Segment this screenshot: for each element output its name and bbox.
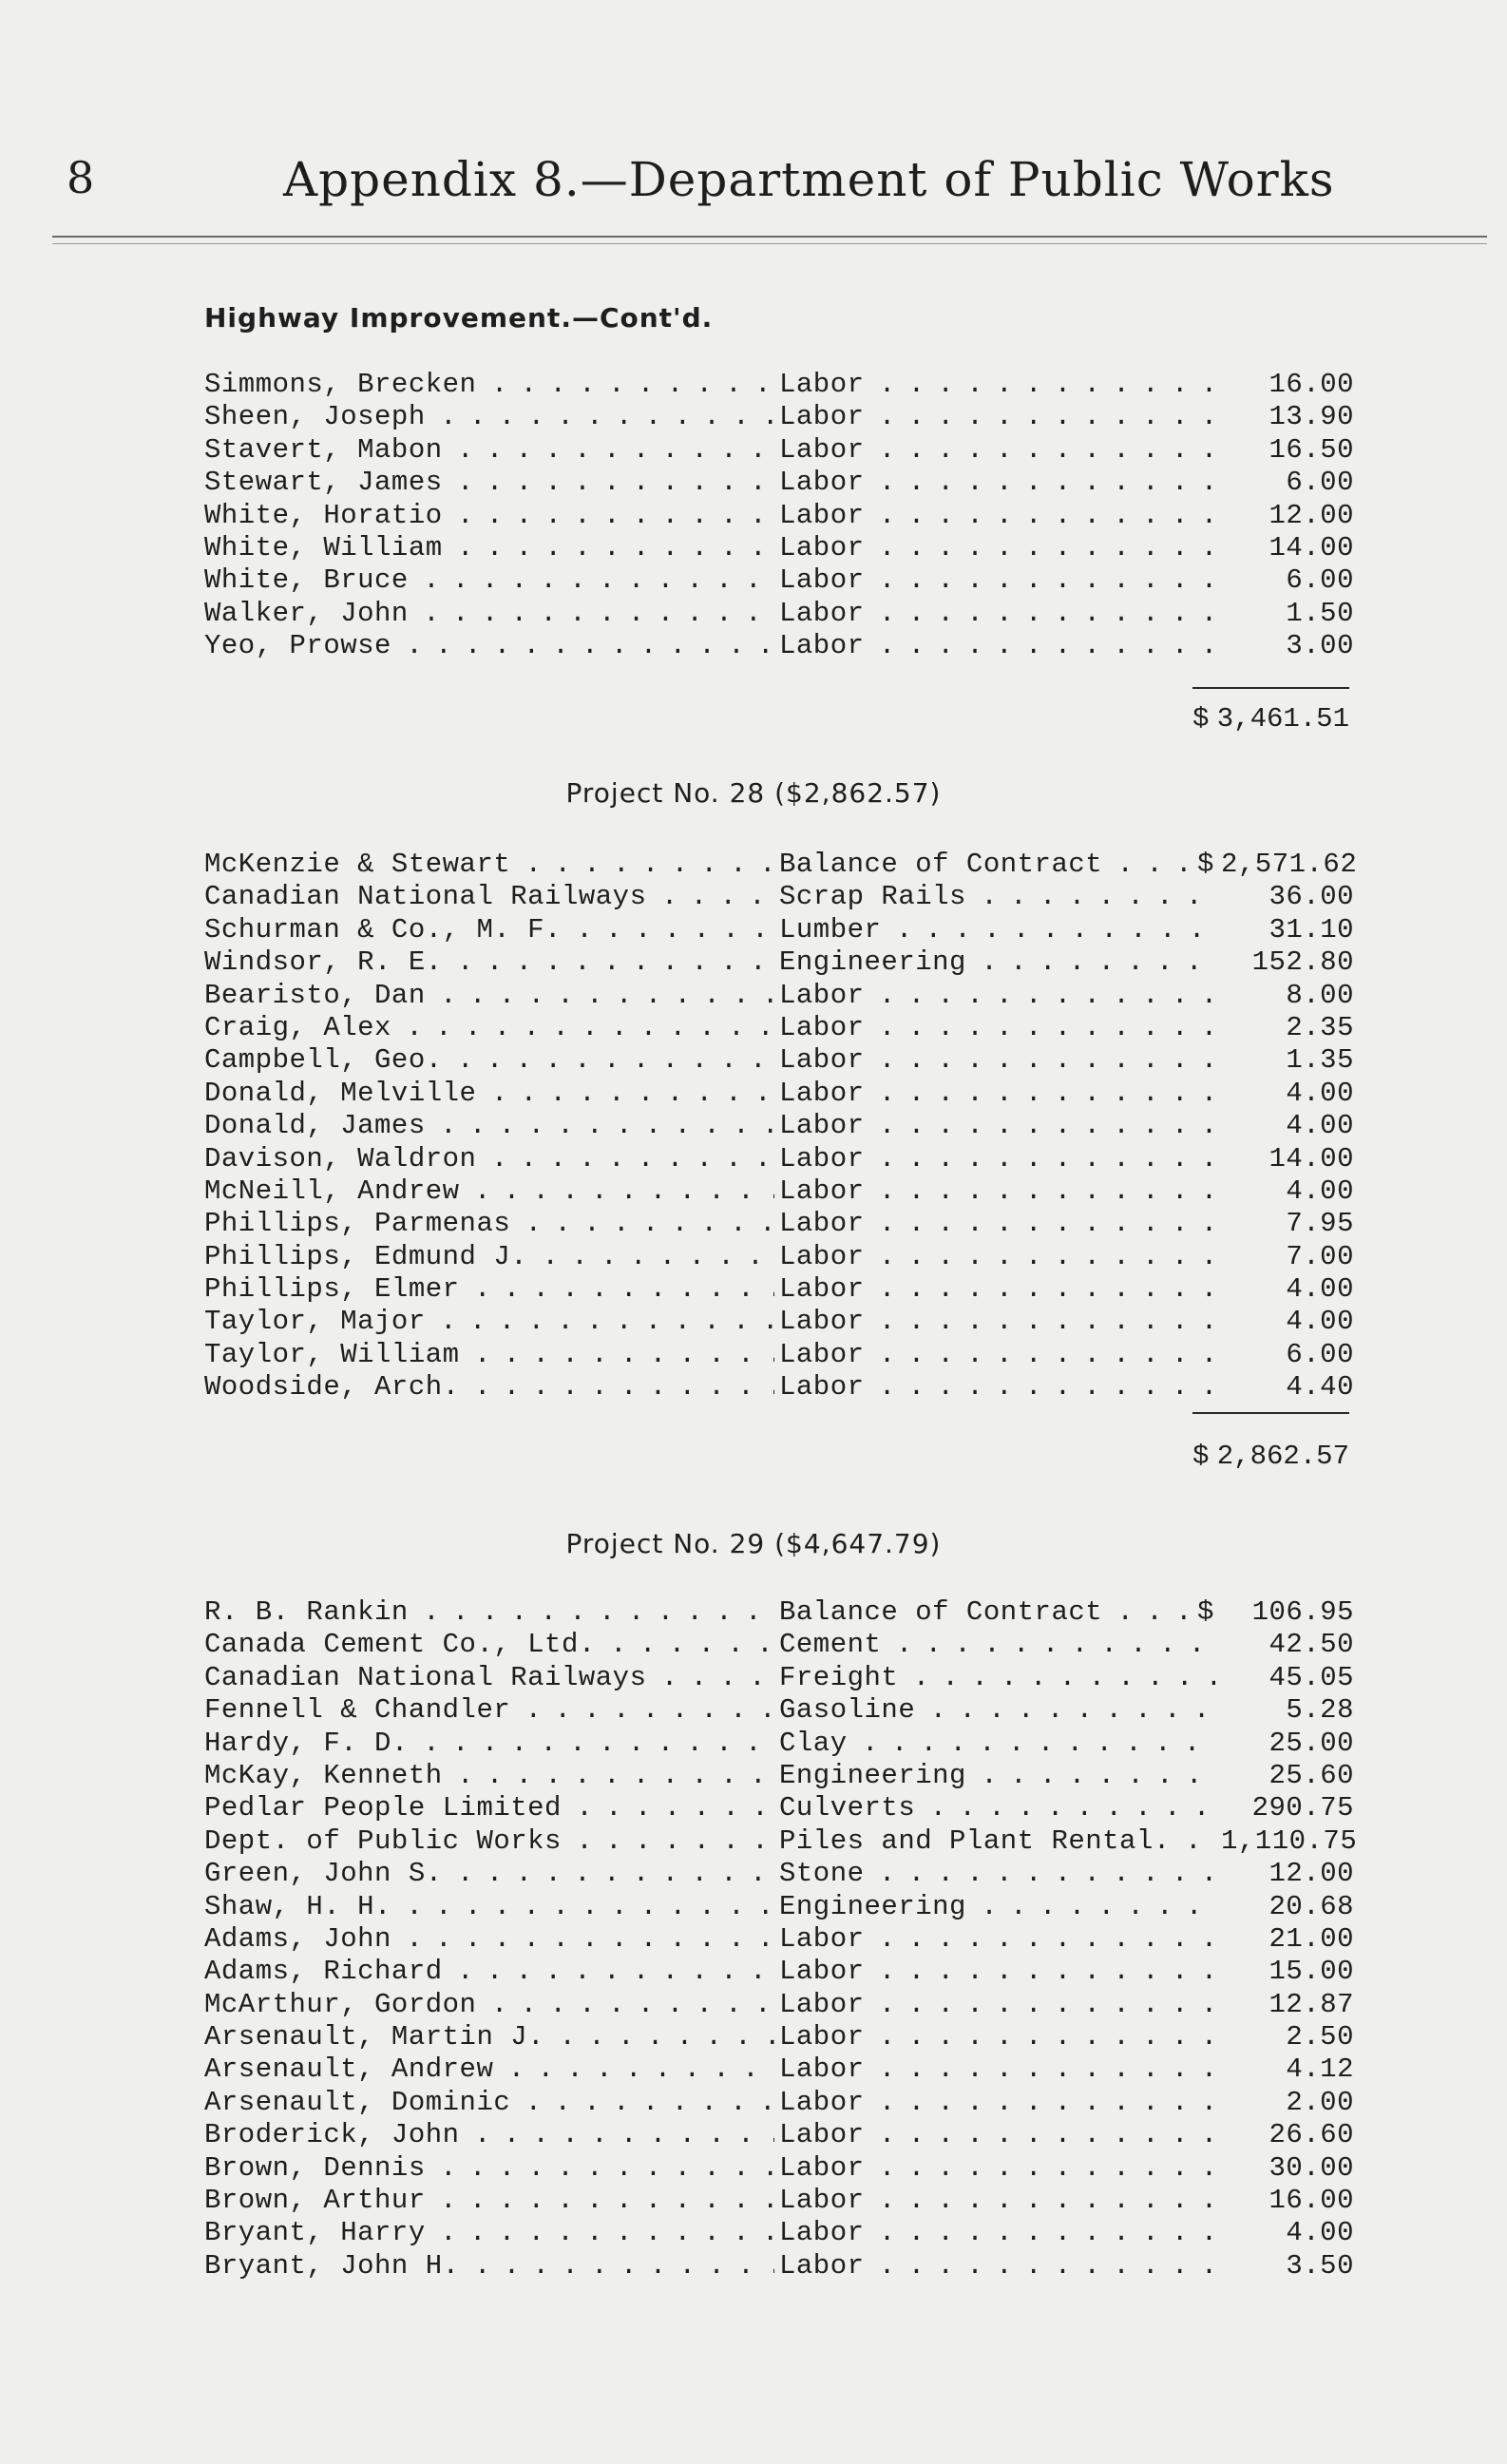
expense-description: Labor . . . bbox=[779, 500, 1230, 532]
expense-description: Gasoline . . . bbox=[779, 1694, 1230, 1727]
expense-amount: 2.35 bbox=[1215, 1012, 1354, 1044]
expense-description: Labor . . . bbox=[779, 532, 1230, 564]
expense-description: Labor . . . bbox=[779, 1208, 1230, 1240]
expense-description: Labor . . . bbox=[779, 2250, 1230, 2283]
expense-description: Clay . . . bbox=[779, 1728, 1230, 1760]
header-rule-thin bbox=[52, 243, 1487, 244]
expense-amount: 4.00 bbox=[1215, 1306, 1354, 1338]
payee-name: Stewart, James . . . bbox=[204, 467, 774, 499]
payee-name: Walker, John . . . bbox=[204, 598, 774, 630]
expense-amount: 30.00 bbox=[1215, 2152, 1354, 2185]
expense-description: Labor . . . bbox=[779, 564, 1230, 597]
expense-row bbox=[204, 1760, 1354, 1792]
page-title: Appendix 8.—Department of Public Works bbox=[283, 152, 1335, 207]
expense-amount: 106.95 bbox=[1215, 1596, 1354, 1629]
expense-description: Cement . . . bbox=[779, 1629, 1230, 1661]
expense-row bbox=[204, 914, 1354, 946]
payee-name: McNeill, Andrew . . . bbox=[204, 1175, 774, 1208]
expense-description: Labor . . . bbox=[779, 1956, 1230, 1988]
expense-row bbox=[204, 2087, 1354, 2119]
expense-row bbox=[204, 2119, 1354, 2151]
expense-amount: 3.50 bbox=[1215, 2250, 1354, 2283]
payee-name: Dept. of Public Works . . . bbox=[204, 1825, 774, 1858]
payee-name: Arsenault, Dominic . . . bbox=[204, 2087, 774, 2119]
expense-amount: 16.00 bbox=[1215, 2185, 1354, 2217]
expense-row bbox=[204, 1208, 1354, 1240]
expense-description: Labor . . . bbox=[779, 1143, 1230, 1175]
expense-row bbox=[204, 1175, 1354, 1208]
expense-description: Labor . . . bbox=[779, 1241, 1230, 1273]
payee-name: McKenzie & Stewart . . . bbox=[204, 849, 774, 881]
payee-name: White, Horatio . . . bbox=[204, 500, 774, 532]
expense-description: Labor . . . bbox=[779, 1923, 1230, 1956]
expense-row bbox=[204, 434, 1354, 467]
expense-description: Labor . . . bbox=[779, 980, 1230, 1012]
payee-name: McArthur, Gordon . . . bbox=[204, 1989, 774, 2021]
expense-description: Labor . . . bbox=[779, 1175, 1230, 1208]
expense-amount: 45.05 bbox=[1215, 1662, 1354, 1694]
expense-amount: 12.00 bbox=[1215, 500, 1354, 532]
expense-row bbox=[204, 1078, 1354, 1110]
expense-description: Labor . . . bbox=[779, 467, 1230, 499]
payee-name: Woodside, Arch. . . . bbox=[204, 1371, 774, 1404]
expense-amount: 13.90 bbox=[1215, 401, 1354, 433]
expense-amount: 4.00 bbox=[1215, 2217, 1354, 2249]
expense-description: Labor . . . bbox=[779, 2152, 1230, 2185]
payee-name: Hardy, F. D. . . . bbox=[204, 1728, 774, 1760]
expense-description: Labor . . . bbox=[779, 401, 1230, 433]
expense-description: Labor . . . bbox=[779, 1110, 1230, 1142]
expense-row bbox=[204, 2185, 1354, 2217]
payee-name: Stavert, Mabon . . . bbox=[204, 434, 774, 467]
expense-list-highway bbox=[204, 369, 1354, 663]
expense-description: Piles and Plant Rental. . . . bbox=[779, 1825, 1230, 1858]
expense-row bbox=[204, 1858, 1354, 1890]
expense-amount: 7.95 bbox=[1215, 1208, 1354, 1240]
expense-row bbox=[204, 1110, 1354, 1142]
expense-description: Labor . . . bbox=[779, 1012, 1230, 1044]
expense-row bbox=[204, 1241, 1354, 1273]
expense-row bbox=[204, 980, 1354, 1012]
expense-list-project-28 bbox=[204, 849, 1358, 1404]
expense-row bbox=[204, 500, 1354, 532]
expense-amount: 2.50 bbox=[1215, 2021, 1354, 2053]
expense-row bbox=[204, 881, 1354, 913]
expense-amount: 20.68 bbox=[1215, 1891, 1354, 1923]
expense-row bbox=[204, 2250, 1354, 2283]
expense-description: Labor . . . bbox=[779, 2087, 1230, 2119]
expense-amount: 4.00 bbox=[1215, 1175, 1354, 1208]
expense-row bbox=[204, 1629, 1354, 1661]
expense-list-project-29 bbox=[204, 1596, 1358, 2283]
payee-name: White, Bruce . . . bbox=[204, 564, 774, 597]
expense-amount: 2.00 bbox=[1215, 2087, 1354, 2119]
expense-row bbox=[204, 946, 1354, 979]
expense-amount: 6.00 bbox=[1215, 467, 1354, 499]
expense-description: Labor . . . bbox=[779, 2021, 1230, 2053]
expense-row bbox=[204, 532, 1354, 564]
expense-row bbox=[204, 369, 1354, 401]
payee-name: Simmons, Brecken . . . bbox=[204, 369, 774, 401]
payee-name: Brown, Dennis . . . bbox=[204, 2152, 774, 2185]
total-amount: 3,461.51 bbox=[1216, 703, 1349, 735]
payee-name: Pedlar People Limited . . . bbox=[204, 1792, 774, 1824]
expense-description: Labor . . . bbox=[779, 1989, 1230, 2021]
total-rule bbox=[1192, 687, 1349, 689]
expense-amount: 25.60 bbox=[1215, 1760, 1354, 1792]
expense-amount: 4.40 bbox=[1215, 1371, 1354, 1404]
payee-name: White, William . . . bbox=[204, 532, 774, 564]
payee-name: Bearisto, Dan . . . bbox=[204, 980, 774, 1012]
expense-description: Engineering . . . bbox=[779, 1760, 1230, 1792]
expense-description: Labor . . . bbox=[779, 2217, 1230, 2249]
expense-row bbox=[204, 1891, 1354, 1923]
expense-description: Stone . . . bbox=[779, 1858, 1230, 1890]
payee-name: Taylor, Major . . . bbox=[204, 1306, 774, 1338]
payee-name: McKay, Kenneth . . . bbox=[204, 1760, 774, 1792]
expense-description: Culverts . . . bbox=[779, 1792, 1230, 1824]
total-amount: 2,862.57 bbox=[1216, 1441, 1349, 1472]
expense-description: Balance of Contract . . . bbox=[779, 849, 1230, 881]
expense-row bbox=[204, 849, 1358, 881]
expense-amount: 16.00 bbox=[1215, 369, 1354, 401]
expense-description: Lumber . . . bbox=[779, 914, 1230, 946]
project-28-title: Project No. 28 ($2,862.57) bbox=[565, 777, 942, 809]
expense-row bbox=[204, 2217, 1354, 2249]
expense-row bbox=[204, 564, 1354, 597]
payee-name: Craig, Alex . . . bbox=[204, 1012, 774, 1044]
expense-amount: 42.50 bbox=[1215, 1629, 1354, 1661]
payee-name: Arsenault, Martin J. . . . bbox=[204, 2021, 774, 2053]
page-number: 8 bbox=[67, 152, 95, 203]
expense-amount: 5.28 bbox=[1215, 1694, 1354, 1727]
expense-row bbox=[204, 467, 1354, 499]
expense-description: Labor . . . bbox=[779, 1371, 1230, 1404]
payee-name: Green, John S. . . . bbox=[204, 1858, 774, 1890]
payee-name: Brown, Arthur . . . bbox=[204, 2185, 774, 2217]
expense-amount: 15.00 bbox=[1215, 1956, 1354, 1988]
expense-row bbox=[204, 1012, 1354, 1044]
expense-row bbox=[204, 598, 1354, 630]
payee-name: R. B. Rankin . . . bbox=[204, 1596, 774, 1629]
expense-amount: 6.00 bbox=[1215, 564, 1354, 597]
total-rule bbox=[1192, 1412, 1349, 1414]
expense-description: Labor . . . bbox=[779, 1078, 1230, 1110]
total-dollar-sign: $ bbox=[1192, 703, 1210, 735]
expense-description: Labor . . . bbox=[779, 2053, 1230, 2086]
expense-row bbox=[204, 630, 1354, 662]
payee-name: Canada Cement Co., Ltd. . . . bbox=[204, 1629, 774, 1661]
expense-amount: 4.00 bbox=[1215, 1078, 1354, 1110]
expense-amount: 12.00 bbox=[1215, 1858, 1354, 1890]
header-rule bbox=[52, 236, 1487, 238]
expense-description: Labor . . . bbox=[779, 598, 1230, 630]
expense-row bbox=[204, 1143, 1354, 1175]
expense-amount: 12.87 bbox=[1215, 1989, 1354, 2021]
expense-amount: 16.50 bbox=[1215, 434, 1354, 467]
expense-description: Labor . . . bbox=[779, 2185, 1230, 2217]
expense-description: Balance of Contract . . . bbox=[779, 1596, 1230, 1629]
expense-description: Labor . . . bbox=[779, 630, 1230, 662]
expense-row bbox=[204, 1824, 1358, 1858]
expense-amount: 4.12 bbox=[1215, 2053, 1354, 2086]
expense-amount: 4.00 bbox=[1215, 1110, 1354, 1142]
expense-amount: 26.60 bbox=[1215, 2119, 1354, 2151]
expense-row bbox=[204, 1694, 1354, 1727]
page-header bbox=[57, 152, 1368, 209]
expense-description: Labor . . . bbox=[779, 369, 1230, 401]
payee-name: Bryant, John H. . . . bbox=[204, 2250, 774, 2283]
expense-description: Labor . . . bbox=[779, 1339, 1230, 1371]
payee-name: Donald, James . . . bbox=[204, 1110, 774, 1142]
payee-name: Yeo, Prowse . . . bbox=[204, 630, 774, 662]
expense-row bbox=[204, 1989, 1354, 2021]
expense-description: Labor . . . bbox=[779, 1044, 1230, 1077]
expense-row bbox=[204, 2152, 1354, 2185]
expense-row bbox=[204, 1339, 1354, 1371]
expense-row bbox=[204, 1306, 1354, 1338]
payee-name: Phillips, Elmer . . . bbox=[204, 1273, 774, 1306]
expense-amount: 31.10 bbox=[1215, 914, 1354, 946]
expense-description: Labor . . . bbox=[779, 434, 1230, 467]
expense-description: Labor . . . bbox=[779, 1273, 1230, 1306]
project-29-title: Project No. 29 ($4,647.79) bbox=[565, 1528, 942, 1559]
payee-name: Canadian National Railways . . . bbox=[204, 881, 774, 913]
expense-row bbox=[204, 2021, 1354, 2053]
payee-name: Campbell, Geo. . . . bbox=[204, 1044, 774, 1077]
expense-amount: 1.35 bbox=[1215, 1044, 1354, 1077]
expense-row bbox=[204, 401, 1354, 433]
expense-row bbox=[204, 2053, 1354, 2086]
payee-name: Broderick, John . . . bbox=[204, 2119, 774, 2151]
payee-name: Phillips, Edmund J. . . . bbox=[204, 1241, 774, 1273]
expense-amount: 6.00 bbox=[1215, 1339, 1354, 1371]
expense-description: Scrap Rails . . . bbox=[779, 881, 1230, 913]
expense-row bbox=[204, 1923, 1354, 1956]
expense-amount: 2,571.62 bbox=[1215, 849, 1354, 881]
expense-amount: 4.00 bbox=[1215, 1273, 1354, 1306]
expense-row bbox=[204, 1596, 1354, 1629]
payee-name: Bryant, Harry . . . bbox=[204, 2217, 774, 2249]
payee-name: Fennell & Chandler . . . bbox=[204, 1694, 774, 1727]
expense-amount: 1.50 bbox=[1215, 598, 1354, 630]
expense-description: Engineering . . . bbox=[779, 1891, 1230, 1923]
payee-name: Taylor, William . . . bbox=[204, 1339, 774, 1371]
expense-amount: 36.00 bbox=[1215, 881, 1354, 913]
expense-row bbox=[204, 1662, 1354, 1694]
expense-description: Engineering . . . bbox=[779, 946, 1230, 979]
payee-name: Schurman & Co., M. F. . . . bbox=[204, 914, 774, 946]
expense-amount: 1,110.75 bbox=[1215, 1825, 1354, 1858]
expense-amount: 8.00 bbox=[1215, 980, 1354, 1012]
payee-name: Adams, Richard . . . bbox=[204, 1956, 774, 1988]
expense-amount: 14.00 bbox=[1215, 1143, 1354, 1175]
expense-description: Labor . . . bbox=[779, 1306, 1230, 1338]
payee-name: Phillips, Parmenas . . . bbox=[204, 1208, 774, 1240]
payee-name: Adams, John . . . bbox=[204, 1923, 774, 1956]
payee-name: Arsenault, Andrew . . . bbox=[204, 2053, 774, 2086]
section-heading: Highway Improvement.—Cont'd. bbox=[204, 302, 714, 334]
expense-description: Freight . . . bbox=[779, 1662, 1230, 1694]
expense-row bbox=[204, 1728, 1354, 1760]
expense-amount: 152.80 bbox=[1215, 946, 1354, 979]
expense-amount: 290.75 bbox=[1215, 1792, 1354, 1824]
expense-amount: 21.00 bbox=[1215, 1923, 1354, 1956]
dollar-sign: $ bbox=[1197, 849, 1221, 881]
dollar-sign: $ bbox=[1197, 1596, 1221, 1629]
expense-row bbox=[204, 1273, 1354, 1306]
expense-amount: 14.00 bbox=[1215, 532, 1354, 564]
expense-amount: 7.00 bbox=[1215, 1241, 1354, 1273]
payee-name: Windsor, R. E. . . . bbox=[204, 946, 774, 979]
expense-amount: 3.00 bbox=[1215, 630, 1354, 662]
payee-name: Sheen, Joseph . . . bbox=[204, 401, 774, 433]
expense-row bbox=[204, 1956, 1354, 1988]
payee-name: Shaw, H. H. . . . bbox=[204, 1891, 774, 1923]
payee-name: Davison, Waldron . . . bbox=[204, 1143, 774, 1175]
expense-row bbox=[204, 1792, 1354, 1824]
payee-name: Canadian National Railways . . . bbox=[204, 1662, 774, 1694]
payee-name: Donald, Melville . . . bbox=[204, 1078, 774, 1110]
expense-row bbox=[204, 1044, 1354, 1077]
expense-amount: 25.00 bbox=[1215, 1728, 1354, 1760]
expense-description: Labor . . . bbox=[779, 2119, 1230, 2151]
expense-row bbox=[204, 1371, 1354, 1404]
total-dollar-sign: $ bbox=[1192, 1441, 1210, 1472]
